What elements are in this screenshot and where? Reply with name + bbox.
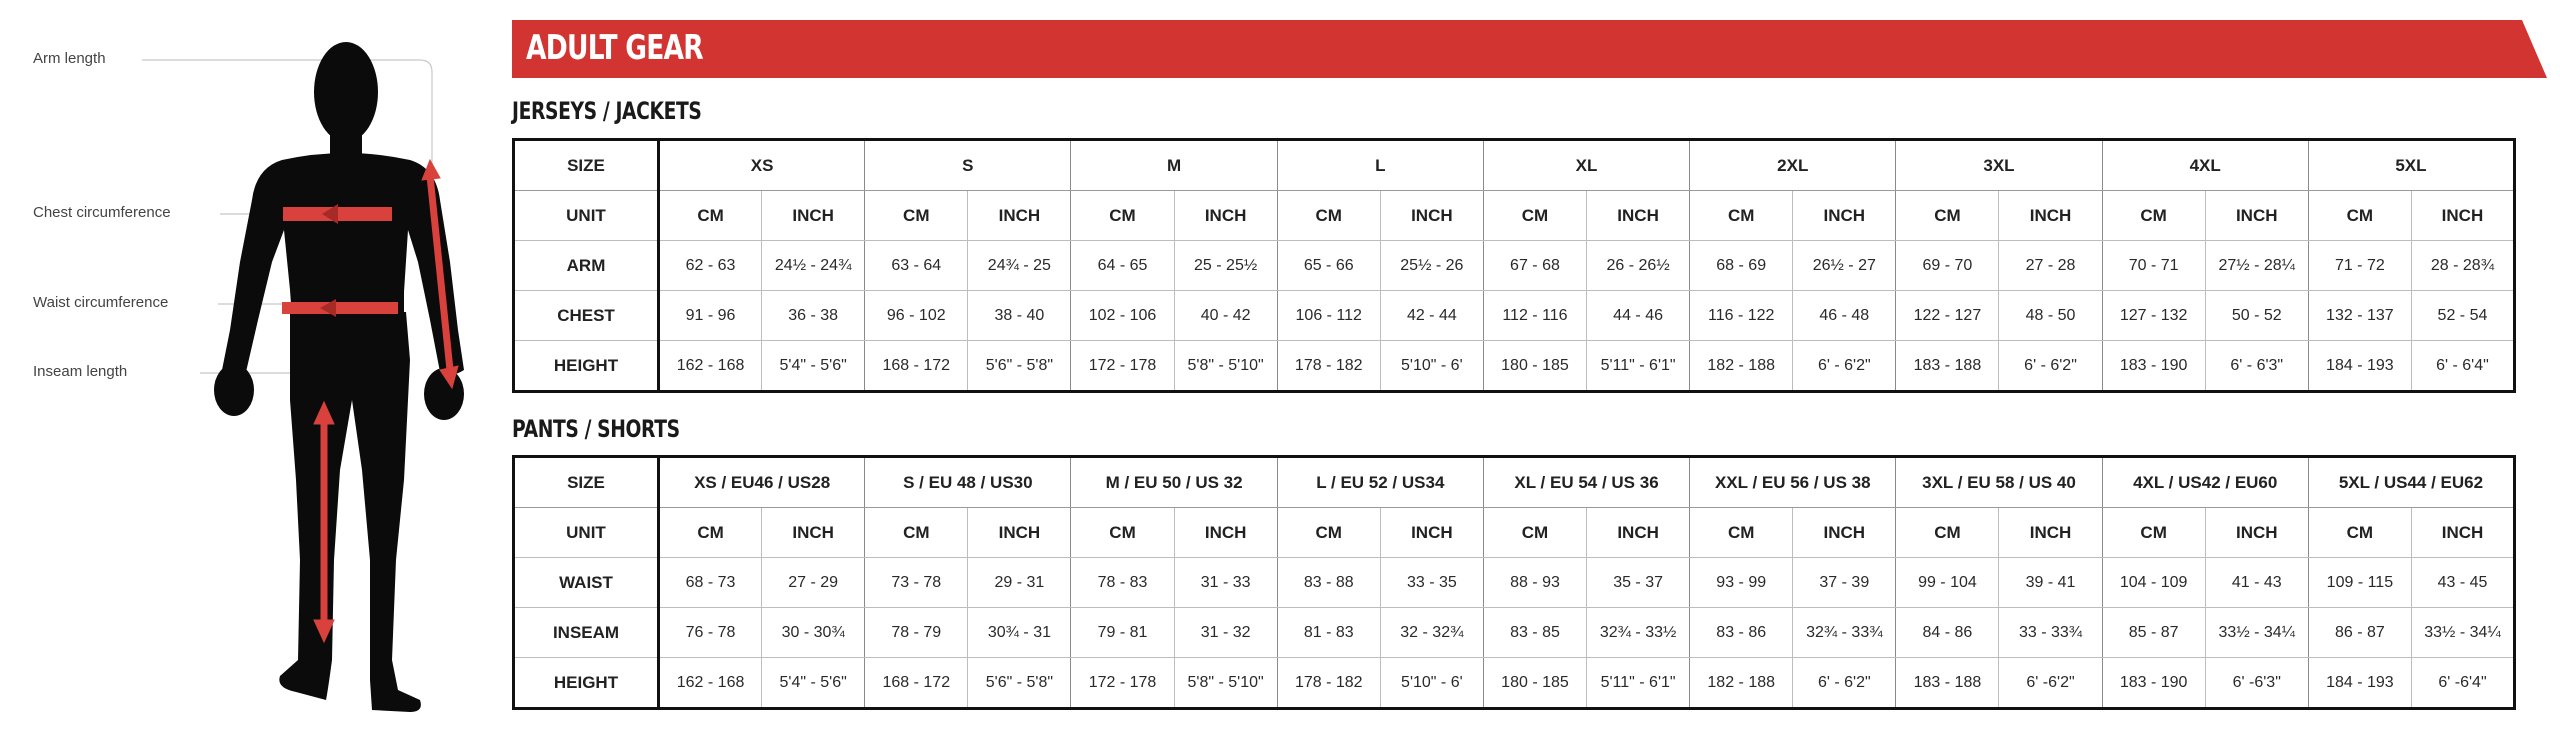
unit-cm: CM (2102, 191, 2205, 241)
measurement-value: 63 - 64 (865, 241, 968, 291)
banner-title: ADULT GEAR (526, 28, 703, 68)
size-column-header: L (1277, 140, 1483, 191)
measurement-value: 33½ - 34¼ (2411, 608, 2514, 658)
unit-row (514, 191, 2515, 241)
measurement-value: 40 - 42 (1174, 291, 1277, 341)
human-silhouette (214, 42, 464, 712)
measurement-value: 33½ - 34¼ (2205, 608, 2308, 658)
unit-cm: CM (1690, 508, 1793, 558)
unit-inch: INCH (2411, 508, 2514, 558)
measurement-value: 32 - 32¾ (1380, 608, 1483, 658)
measurement-value: 73 - 78 (865, 558, 968, 608)
measurement-value: 112 - 116 (1483, 291, 1586, 341)
measurement-value: 184 - 193 (2308, 341, 2411, 392)
measurement-value: 30 - 30¾ (762, 608, 865, 658)
measurement-value: 79 - 81 (1071, 608, 1174, 658)
waist-circumference-label: Waist circumference (33, 294, 169, 311)
measurement-value: 184 - 193 (2308, 658, 2411, 709)
measurement-value: 78 - 83 (1071, 558, 1174, 608)
measurement-value: 50 - 52 (2205, 291, 2308, 341)
measurement-value: 68 - 73 (659, 558, 762, 608)
size-column-header: XS (659, 140, 865, 191)
unit-inch: INCH (1380, 508, 1483, 558)
unit-inch: INCH (1999, 508, 2102, 558)
measurement-value: 183 - 188 (1896, 341, 1999, 392)
inseam-length-label: Inseam length (33, 363, 128, 380)
measurement-value: 71 - 72 (2308, 241, 2411, 291)
measurement-value: 106 - 112 (1277, 291, 1380, 341)
measurement-value: 127 - 132 (2102, 291, 2205, 341)
measurement-value: 39 - 41 (1999, 558, 2102, 608)
measurement-value: 180 - 185 (1483, 658, 1586, 709)
unit-cm: CM (1071, 191, 1174, 241)
unit-cm: CM (2308, 508, 2411, 558)
jerseys-size-table (512, 138, 2516, 393)
measurement-label: HEIGHT (514, 341, 659, 392)
measurement-row (514, 291, 2515, 341)
unit-inch: INCH (1793, 508, 1896, 558)
unit-inch: INCH (762, 508, 865, 558)
measurement-value: 6' - 6'3" (2205, 341, 2308, 392)
measurement-value: 5'10" - 6' (1380, 341, 1483, 392)
measurement-value: 183 - 190 (2102, 341, 2205, 392)
unit-inch: INCH (1380, 191, 1483, 241)
measurement-value: 172 - 178 (1071, 658, 1174, 709)
measurement-value: 5'11" - 6'1" (1587, 341, 1690, 392)
measurement-value: 35 - 37 (1587, 558, 1690, 608)
measurement-value: 6' - 6'2" (1999, 341, 2102, 392)
measurement-value: 162 - 168 (659, 341, 762, 392)
measurement-value: 33 - 35 (1380, 558, 1483, 608)
measurement-value: 64 - 65 (1071, 241, 1174, 291)
measurement-value: 83 - 85 (1483, 608, 1586, 658)
unit-cm: CM (1896, 191, 1999, 241)
measurement-value: 5'8" - 5'10" (1174, 341, 1277, 392)
measurement-value: 6' -6'3" (2205, 658, 2308, 709)
measurement-value: 31 - 33 (1174, 558, 1277, 608)
unit-cm: CM (1690, 191, 1793, 241)
measurement-row (514, 608, 2515, 658)
measurement-value: 5'4" - 5'6" (762, 341, 865, 392)
banner-background (512, 20, 2547, 78)
size-column-header: 3XL / EU 58 / US 40 (1896, 457, 2102, 508)
size-column-header: S / EU 48 / US30 (865, 457, 1071, 508)
measurement-value: 29 - 31 (968, 558, 1071, 608)
measurement-value: 70 - 71 (2102, 241, 2205, 291)
size-column-header: M / EU 50 / US 32 (1071, 457, 1277, 508)
measurement-value: 27 - 28 (1999, 241, 2102, 291)
unit-cm: CM (1071, 508, 1174, 558)
measurement-value: 32¾ - 33½ (1587, 608, 1690, 658)
measurement-value: 168 - 172 (865, 658, 968, 709)
size-column-header: 3XL (1896, 140, 2102, 191)
measurement-row (514, 658, 2515, 709)
arm-length-label: Arm length (33, 50, 106, 67)
unit-header: UNIT (514, 508, 659, 558)
measurement-label: INSEAM (514, 608, 659, 658)
measurement-value: 26 - 26½ (1587, 241, 1690, 291)
size-column-header: 4XL / US42 / EU60 (2102, 457, 2308, 508)
measurement-value: 183 - 188 (1896, 658, 1999, 709)
measurement-value: 37 - 39 (1793, 558, 1896, 608)
measurement-value: 88 - 93 (1483, 558, 1586, 608)
unit-inch: INCH (968, 191, 1071, 241)
measurement-value: 178 - 182 (1277, 341, 1380, 392)
measurement-value: 93 - 99 (1690, 558, 1793, 608)
measurement-value: 26½ - 27 (1793, 241, 1896, 291)
measurement-value: 48 - 50 (1999, 291, 2102, 341)
unit-cm: CM (865, 191, 968, 241)
measurement-value: 78 - 79 (865, 608, 968, 658)
unit-inch: INCH (762, 191, 865, 241)
measurement-value: 5'6" - 5'8" (968, 341, 1071, 392)
unit-cm: CM (865, 508, 968, 558)
measurement-row (514, 241, 2515, 291)
size-column-header: 4XL (2102, 140, 2308, 191)
measurement-row (514, 558, 2515, 608)
measurement-value: 168 - 172 (865, 341, 968, 392)
unit-row (514, 508, 2515, 558)
measurement-value: 182 - 188 (1690, 658, 1793, 709)
measurement-value: 5'6" - 5'8" (968, 658, 1071, 709)
measurement-value: 6' -6'2" (1999, 658, 2102, 709)
measurement-value: 69 - 70 (1896, 241, 1999, 291)
measurement-value: 104 - 109 (2102, 558, 2205, 608)
measurement-value: 86 - 87 (2308, 608, 2411, 658)
measurement-value: 81 - 83 (1277, 608, 1380, 658)
measurement-value: 5'11" - 6'1" (1587, 658, 1690, 709)
size-column-header: 2XL (1690, 140, 1896, 191)
size-row (514, 140, 2515, 191)
measurement-value: 68 - 69 (1690, 241, 1793, 291)
measurement-value: 76 - 78 (659, 608, 762, 658)
measurement-value: 84 - 86 (1896, 608, 1999, 658)
body-measurement-figure (0, 0, 470, 748)
size-column-header: 5XL (2308, 140, 2514, 191)
measurement-value: 5'10" - 6' (1380, 658, 1483, 709)
measurement-value: 182 - 188 (1690, 341, 1793, 392)
measurement-value: 36 - 38 (762, 291, 865, 341)
unit-inch: INCH (1793, 191, 1896, 241)
measurement-value: 67 - 68 (1483, 241, 1586, 291)
measurement-value: 28 - 28¾ (2411, 241, 2514, 291)
measurement-value: 178 - 182 (1277, 658, 1380, 709)
unit-inch: INCH (1999, 191, 2102, 241)
measurement-value: 83 - 88 (1277, 558, 1380, 608)
measurement-value: 32¾ - 33¾ (1793, 608, 1896, 658)
size-column-header: M (1071, 140, 1277, 191)
unit-inch: INCH (2411, 191, 2514, 241)
unit-inch: INCH (2205, 191, 2308, 241)
measurement-value: 6' - 6'2" (1793, 658, 1896, 709)
pants-size-table (512, 455, 2516, 710)
measurement-value: 162 - 168 (659, 658, 762, 709)
unit-cm: CM (1483, 508, 1586, 558)
unit-inch: INCH (1174, 191, 1277, 241)
unit-cm: CM (1896, 508, 1999, 558)
size-column-header: XXL / EU 56 / US 38 (1690, 457, 1896, 508)
banner-shape (512, 20, 2547, 78)
measurement-label: WAIST (514, 558, 659, 608)
measurement-value: 43 - 45 (2411, 558, 2514, 608)
measurement-value: 102 - 106 (1071, 291, 1174, 341)
unit-inch: INCH (968, 508, 1071, 558)
measurement-label: CHEST (514, 291, 659, 341)
size-header: SIZE (514, 140, 659, 191)
measurement-value: 42 - 44 (1380, 291, 1483, 341)
measurement-value: 44 - 46 (1587, 291, 1690, 341)
measurement-value: 116 - 122 (1690, 291, 1793, 341)
measurement-value: 5'4" - 5'6" (762, 658, 865, 709)
unit-cm: CM (2308, 191, 2411, 241)
measurement-value: 24¾ - 25 (968, 241, 1071, 291)
measurement-value: 99 - 104 (1896, 558, 1999, 608)
adult-gear-banner (512, 20, 2547, 78)
measurement-value: 6' - 6'4" (2411, 341, 2514, 392)
unit-cm: CM (2102, 508, 2205, 558)
measurement-label: ARM (514, 241, 659, 291)
measurement-row (514, 341, 2515, 392)
measurement-value: 183 - 190 (2102, 658, 2205, 709)
unit-inch: INCH (2205, 508, 2308, 558)
measurement-value: 31 - 32 (1174, 608, 1277, 658)
unit-inch: INCH (1587, 508, 1690, 558)
measurement-value: 62 - 63 (659, 241, 762, 291)
measurement-value: 30¾ - 31 (968, 608, 1071, 658)
measurement-value: 180 - 185 (1483, 341, 1586, 392)
measurement-value: 27 - 29 (762, 558, 865, 608)
measurement-value: 122 - 127 (1896, 291, 1999, 341)
measurement-label: HEIGHT (514, 658, 659, 709)
measurement-value: 91 - 96 (659, 291, 762, 341)
measurement-value: 109 - 115 (2308, 558, 2411, 608)
unit-cm: CM (1483, 191, 1586, 241)
jerseys-section-title: JERSEYS / JACKETS (512, 97, 702, 125)
measurement-value: 132 - 137 (2308, 291, 2411, 341)
size-column-header: L / EU 52 / US34 (1277, 457, 1483, 508)
measurement-value: 5'8" - 5'10" (1174, 658, 1277, 709)
size-column-header: XL (1483, 140, 1689, 191)
measurement-value: 6' - 6'2" (1793, 341, 1896, 392)
measurement-value: 25 - 25½ (1174, 241, 1277, 291)
measurement-value: 83 - 86 (1690, 608, 1793, 658)
measurement-value: 65 - 66 (1277, 241, 1380, 291)
unit-inch: INCH (1174, 508, 1277, 558)
measurement-value: 6' -6'4" (2411, 658, 2514, 709)
measurement-value: 25½ - 26 (1380, 241, 1483, 291)
pants-section-title: PANTS / SHORTS (512, 415, 680, 443)
size-row (514, 457, 2515, 508)
unit-cm: CM (1277, 508, 1380, 558)
size-column-header: XL / EU 54 / US 36 (1483, 457, 1689, 508)
chest-circumference-label: Chest circumference (33, 204, 171, 221)
size-header: SIZE (514, 457, 659, 508)
measurement-value: 85 - 87 (2102, 608, 2205, 658)
unit-cm: CM (1277, 191, 1380, 241)
measurement-value: 27½ - 28¼ (2205, 241, 2308, 291)
measurement-value: 96 - 102 (865, 291, 968, 341)
measurement-value: 33 - 33¾ (1999, 608, 2102, 658)
measurement-value: 172 - 178 (1071, 341, 1174, 392)
size-column-header: S (865, 140, 1071, 191)
unit-header: UNIT (514, 191, 659, 241)
measurement-value: 24½ - 24¾ (762, 241, 865, 291)
measurement-value: 38 - 40 (968, 291, 1071, 341)
unit-cm: CM (659, 191, 762, 241)
size-column-header: 5XL / US44 / EU62 (2308, 457, 2514, 508)
unit-cm: CM (659, 508, 762, 558)
unit-inch: INCH (1587, 191, 1690, 241)
size-column-header: XS / EU46 / US28 (659, 457, 865, 508)
measurement-value: 46 - 48 (1793, 291, 1896, 341)
measurement-value: 52 - 54 (2411, 291, 2514, 341)
measurement-value: 41 - 43 (2205, 558, 2308, 608)
